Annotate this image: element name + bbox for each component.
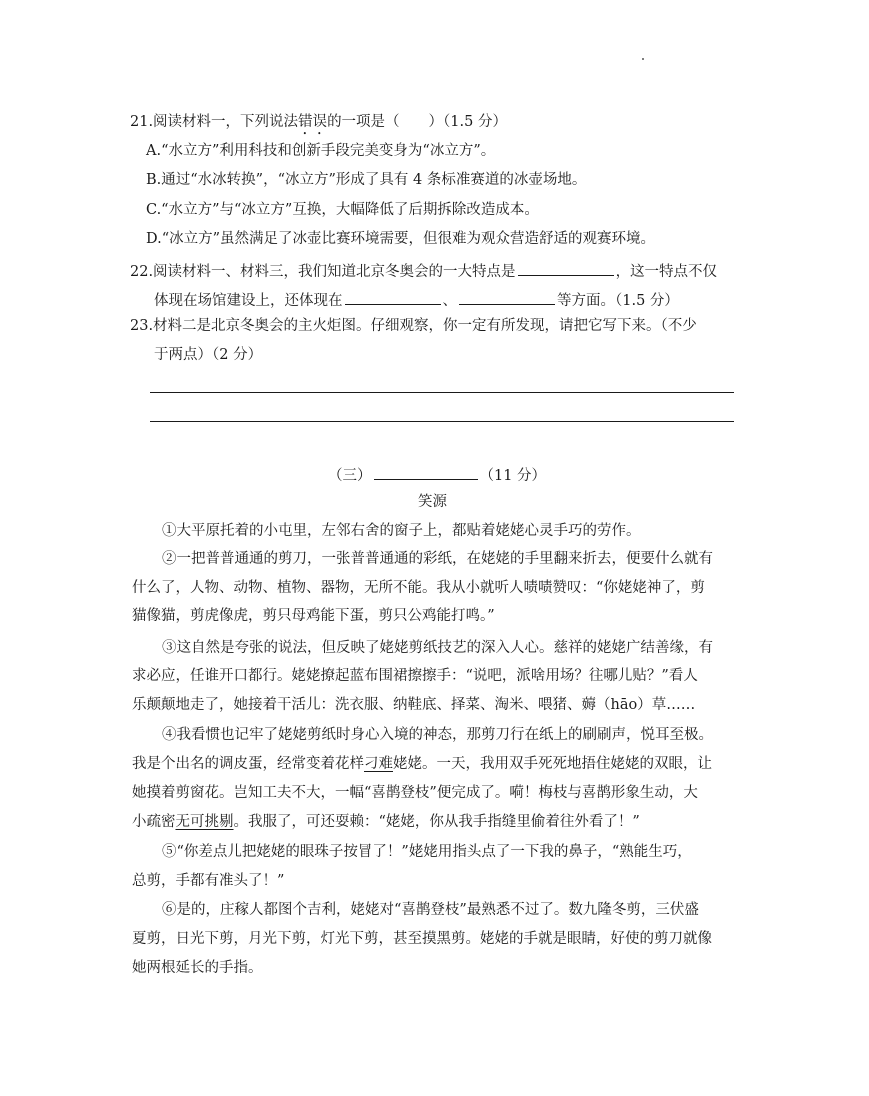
passage-p6-line1: ⑥是的，庄稼人都图个吉利，姥姥对“喜鹊登枝”最熟悉不过了。数九隆冬剪，三伏盛: [162, 902, 699, 918]
q21-option-d: D.“冰立方”虽然满足了冰壶比赛环境需要，但很难为观众营造舒适的观赛环境。: [146, 231, 656, 247]
passage-p3-line1: ③这自然是夸张的说法，但反映了姥姥剪纸技艺的深入人心。慈祥的姥姥广结善缘，有: [162, 640, 713, 656]
passage-p4-line4: 小疏密无可挑剔。我服了，可还耍赖：“姥姥，你从我手指缝里偷着往外看了！”: [132, 814, 640, 830]
q22-line2: 体现在场馆建设上，还体现在 、 等方面。（1.5 分）: [154, 288, 679, 311]
passage-p6-line3: 她两根延长的手指。: [132, 960, 263, 976]
underlined-word-wuketiti: 无可挑剔: [175, 814, 234, 830]
passage-p4-line3: 她摸着剪窗花。岂知工夫不大，一幅“喜鹊登枝”便完成了。嗬！梅枝与喜鹊形象生动，大: [132, 785, 698, 801]
q21-option-b: B.通过“水冰转换”，“冰立方”形成了具有 4 条标准赛道的冰壶场地。: [146, 172, 587, 188]
q22-blank-2[interactable]: [345, 288, 441, 305]
passage-p6-line2: 夏剪，日光下剪，月光下剪，灯光下剪，甚至摸黑剪。姥姥的手就是眼睛，好使的剪刀就像: [132, 931, 712, 947]
passage-title: 笑源: [418, 494, 447, 510]
q21-emphasis: 错误: [298, 114, 328, 130]
q23-answer-line-2[interactable]: [150, 421, 734, 422]
q23-answer-line-1[interactable]: [150, 392, 734, 393]
passage-p4-line1: ④我看惯也记牢了姥姥剪纸时身心入境的神态，那剪刀行在纸上的刷刷声，悦耳至极。: [162, 727, 713, 743]
q22-line1: 22.阅读材料一、材料三，我们知道北京冬奥会的一大特点是 ，这一特点不仅: [130, 259, 717, 282]
page-dot-mark: [642, 58, 644, 60]
q23-line1: 23.材料二是北京冬奥会的主火炬图。仔细观察，你一定有所发现，请把它写下来。（不少: [130, 318, 697, 334]
passage-p2-line2: 什么了，人物、动物、植物、器物，无所不能。我从小就听人啧啧赞叹：“你姥姥神了，剪: [132, 580, 705, 596]
section3-title-blank[interactable]: [374, 463, 478, 480]
passage-p2-line1: ②一把普普通通的剪刀，一张普普通通的彩纸，在姥姥的手里翻来折去，便要什么就有: [162, 551, 713, 567]
passage-p2-line3: 猫像猫，剪虎像虎，剪只母鸡能下蛋，剪只公鸡能打鸣。”: [132, 608, 495, 624]
passage-p5-line2: 总剪，手都有准头了！”: [132, 873, 285, 889]
passage-p1: ①大平原托着的小屯里，左邻右舍的窗子上，都贴着姥姥心灵手巧的劳作。: [162, 523, 641, 539]
passage-p4-line2: 我是个出名的调皮蛋，经常变着花样刁难姥姥。一天，我用双手死死地捂住姥姥的双眼，让: [132, 756, 712, 772]
q21-option-c: C.“水立方”与“冰立方”互换，大幅降低了后期拆除改造成本。: [146, 202, 539, 218]
passage-p3-line3: 乐颠颠地走了，她接着干活儿：洗衣服、纳鞋底、择菜、淘米、喂猪、薅（hāo）草……: [132, 697, 696, 713]
q22-blank-1[interactable]: [518, 259, 614, 276]
section3-heading: （三） （11 分）: [328, 463, 546, 486]
q23-line2: 于两点）（2 分）: [154, 347, 263, 363]
underlined-word-diaonan: 刁难: [364, 756, 393, 772]
q21-stem: 21.阅读材料一，下列说法错误的一项是（ ）（1.5 分）: [130, 114, 507, 130]
q21-option-a: A.“水立方”利用科技和创新手段完美变身为“冰立方”。: [146, 143, 496, 159]
passage-p5-line1: ⑤“你差点儿把姥姥的眼珠子按冒了！”姥姥用指头点了一下我的鼻子，“熟能生巧，: [162, 844, 692, 860]
q22-blank-3[interactable]: [459, 288, 555, 305]
passage-p3-line2: 求必应，任谁开口都行。姥姥撩起蓝布围裙擦擦手：“说吧，派啥用场？往哪儿贴？”看人: [132, 668, 698, 684]
